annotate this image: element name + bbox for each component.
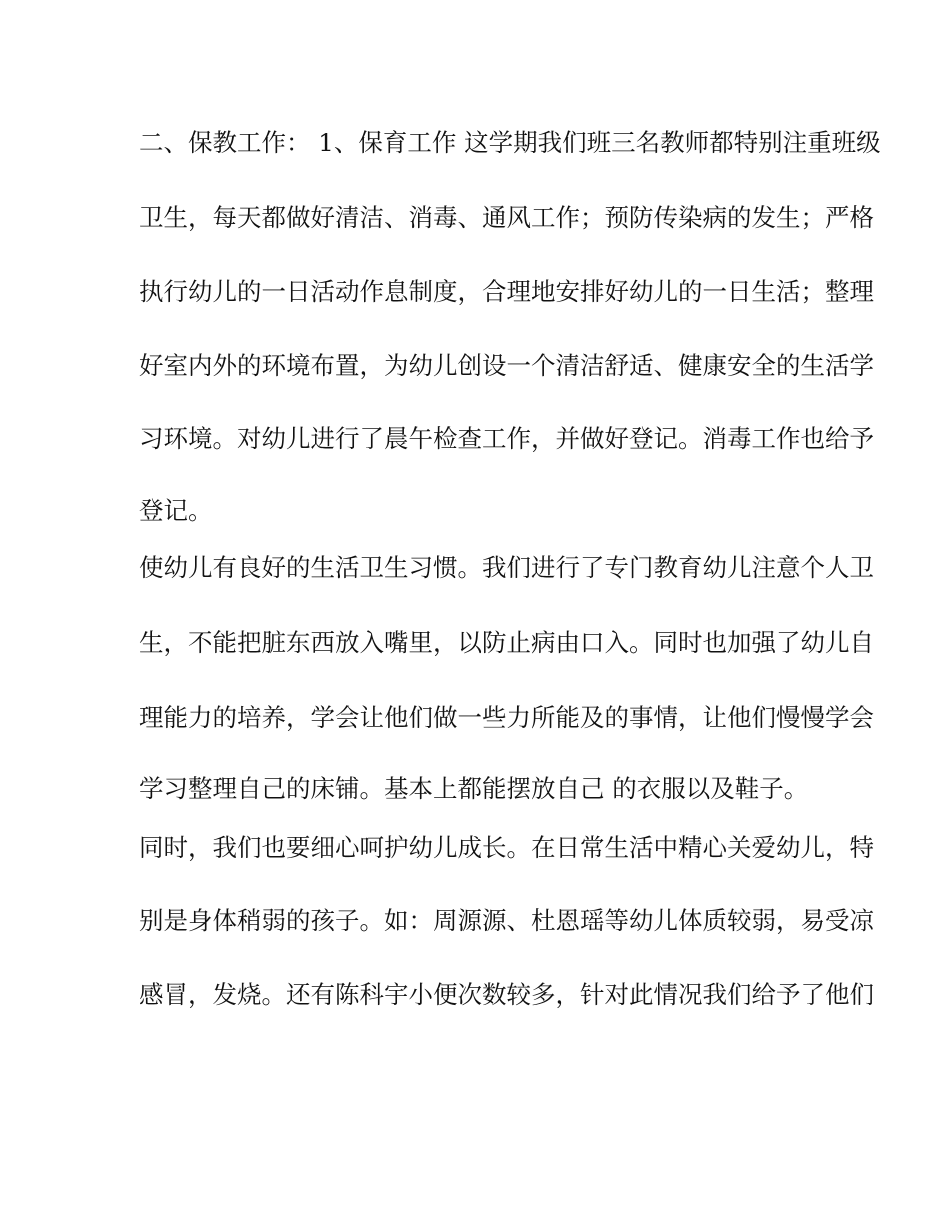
text-line: 卫生，每天都做好清洁、消毒、通风工作；预防传染病的发生；严格 (139, 203, 874, 232)
text-line: 习环境。对幼儿进行了晨午检查工作，并做好登记。消毒工作也给予 (139, 424, 874, 453)
text-line: 执行幼儿的一日活动作息制度，合理地安排好幼儿的一日生活；整理 (139, 277, 874, 306)
text-line: 使幼儿有良好的生活卫生习惯。我们进行了专门教育幼儿注意个人卫 (139, 553, 874, 582)
text-line: 感冒，发烧。还有陈科宇小便次数较多，针对此情况我们给予了他们 (139, 980, 874, 1009)
text-line: 登记。 (139, 496, 213, 525)
text-line: 二、保教工作： 1、保育工作 这学期我们班三名教师都特别注重班级 (139, 128, 881, 157)
text-line: 别是身体稍弱的孩子。如：周源源、杜恩瑶等幼儿体质较弱，易受凉 (139, 906, 874, 935)
text-line: 学习整理自己的床铺。基本上都能摆放自己 的衣服以及鞋子。 (139, 774, 809, 803)
text-line: 理能力的培养，学会让他们做一些力所能及的事情，让他们慢慢学会 (139, 703, 874, 732)
text-line: 同时，我们也要细心呵护幼儿成长。在日常生活中精心关爱幼儿，特 (139, 833, 874, 862)
text-line: 生，不能把脏东西放入嘴里，以防止病由口入。同时也加强了幼儿自 (139, 628, 874, 657)
text-line: 好室内外的环境布置，为幼儿创设一个清洁舒适、健康安全的生活学 (139, 351, 874, 380)
